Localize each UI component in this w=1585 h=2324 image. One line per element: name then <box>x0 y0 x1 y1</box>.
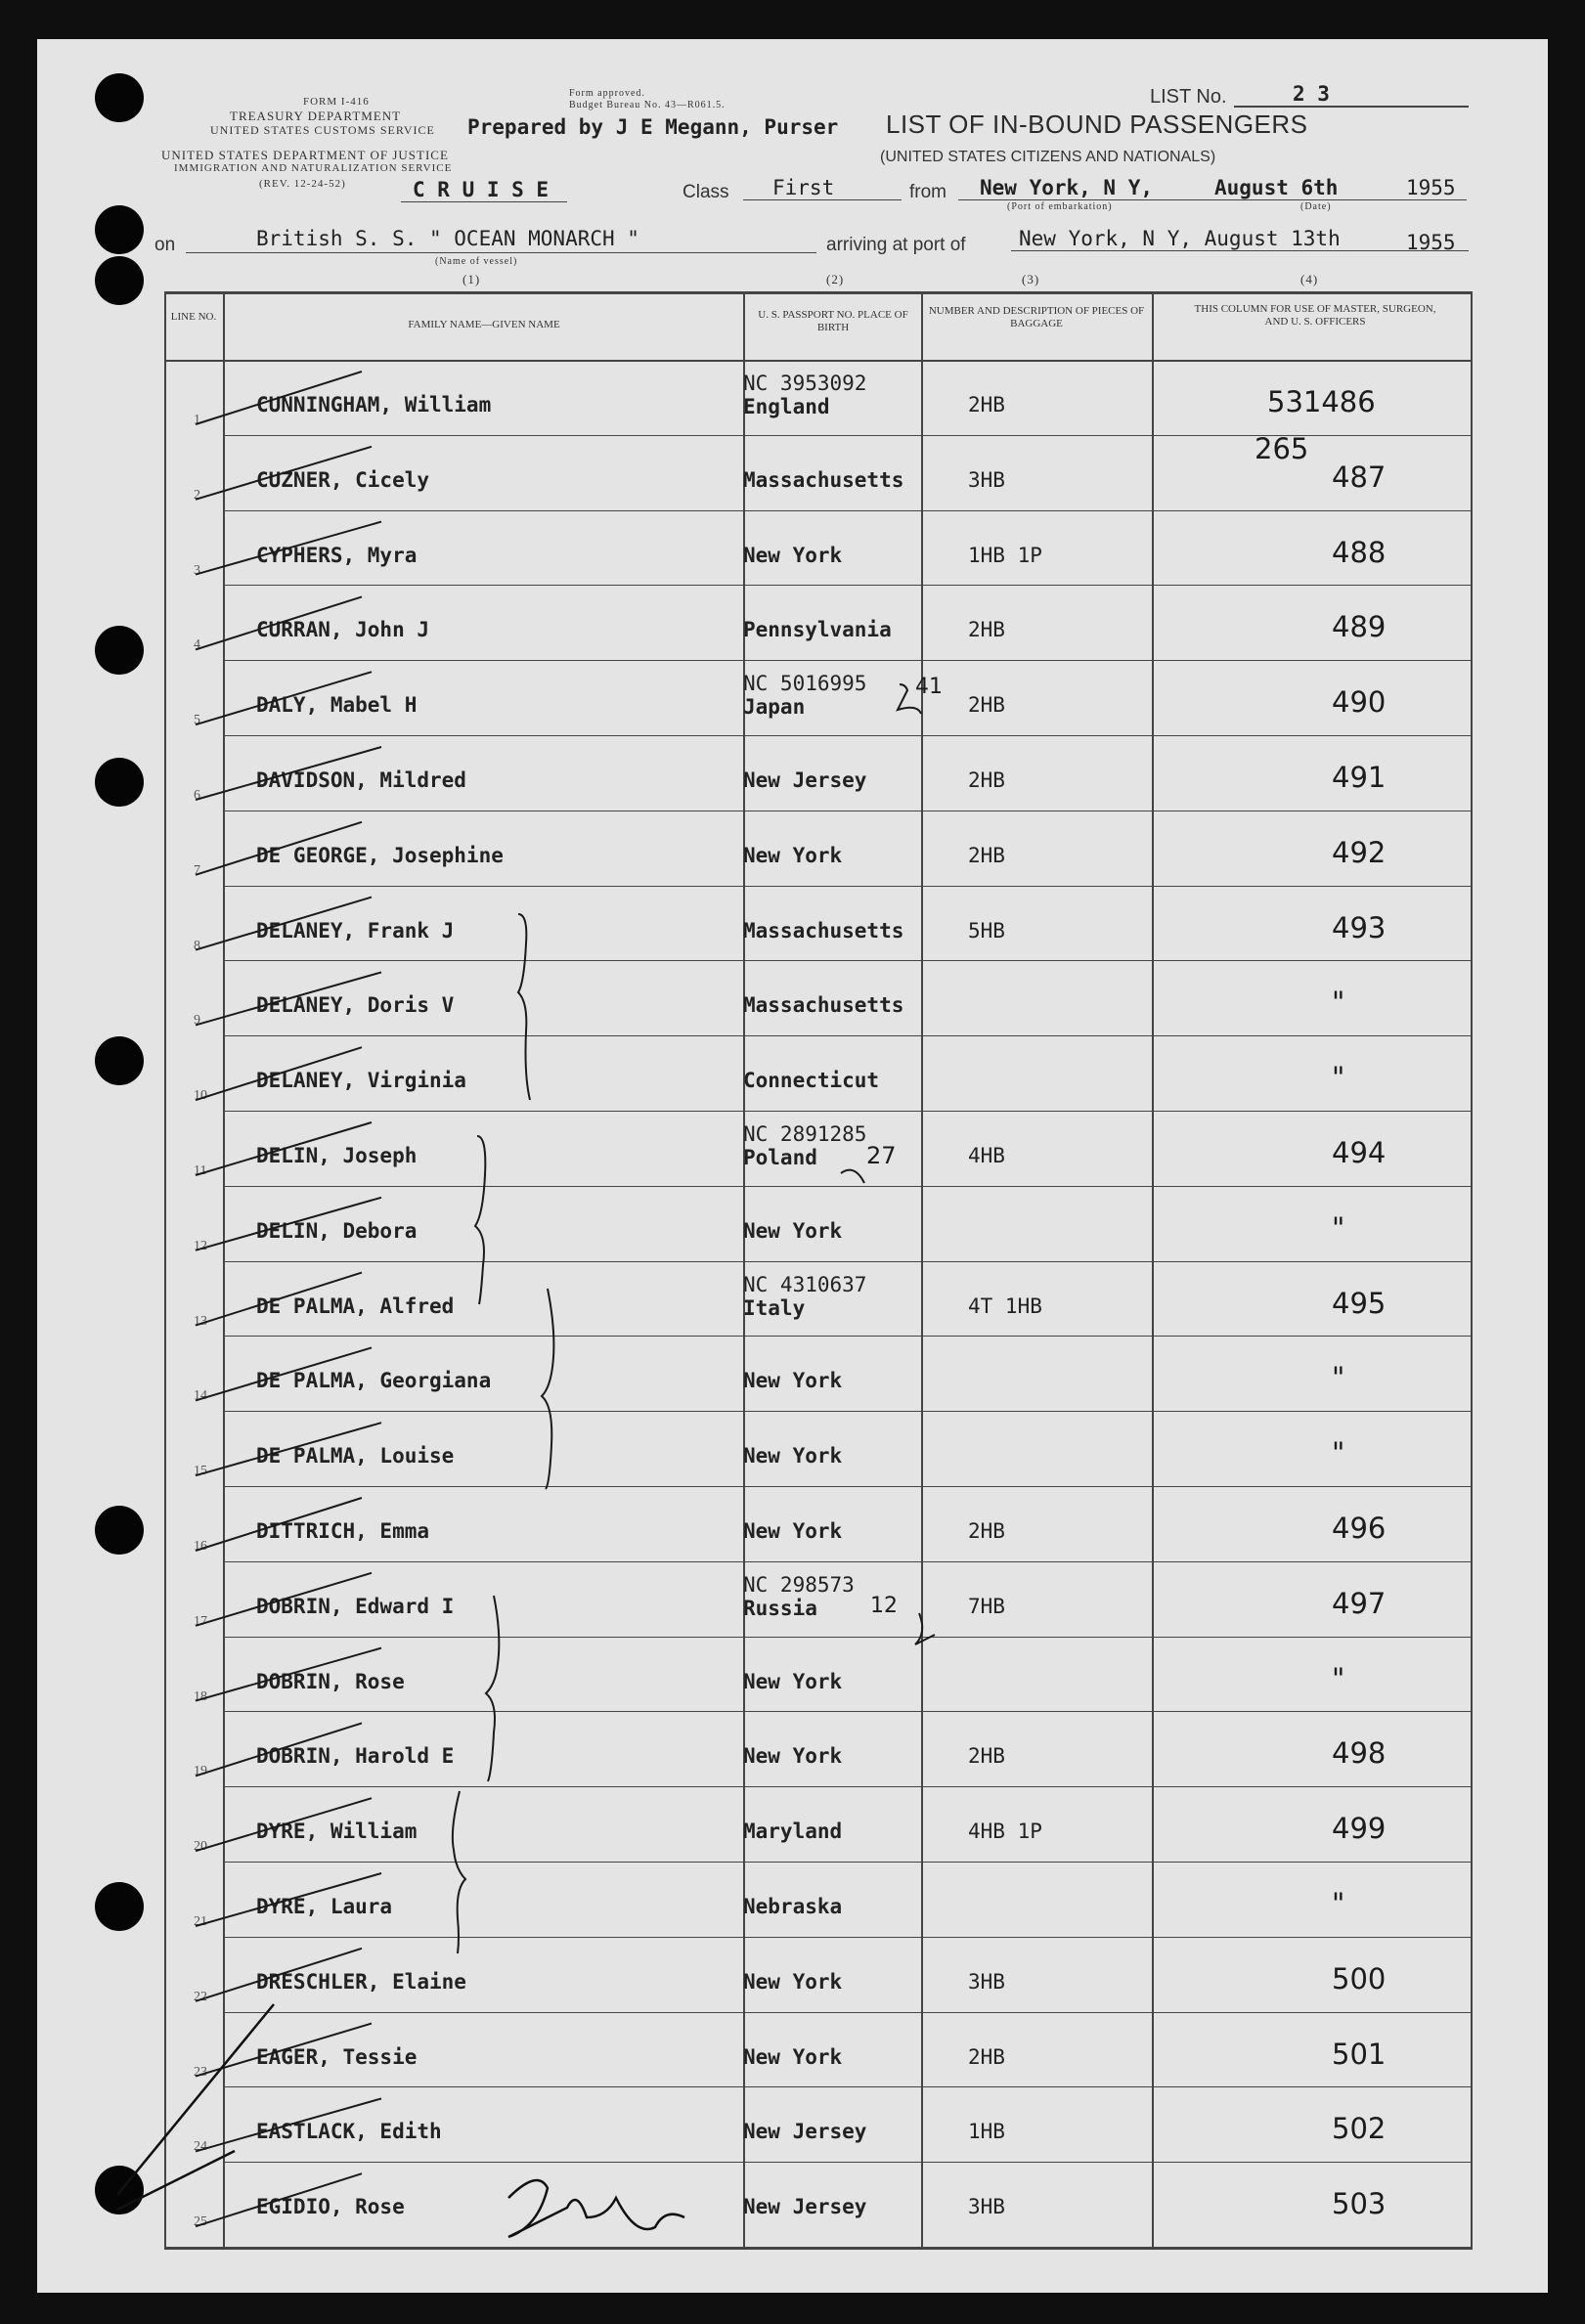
passenger-name: DYRE, William <box>256 1820 418 1844</box>
baggage: 2HB <box>968 1519 1005 1543</box>
officer-number: " <box>1332 1887 1345 1920</box>
handwritten-note-row17: 12 <box>870 1594 898 1618</box>
col-header-baggage: NUMBER AND DESCRIPTION OF PIECES OF BAGGAGE <box>928 305 1145 329</box>
check-slash <box>196 1423 381 1475</box>
place-of-birth: Massachusetts <box>743 467 904 492</box>
passenger-name: CYPHERS, Myra <box>256 543 418 567</box>
check-slash <box>196 1573 372 1626</box>
place-of-birth: New York <box>743 1969 843 1994</box>
baggage: 3HB <box>968 1969 1005 1994</box>
place-of-birth: Italy <box>743 1295 806 1320</box>
baggage: 3HB <box>968 2195 1005 2219</box>
place-of-birth: Maryland <box>743 1820 843 1844</box>
passenger-name: DOBRIN, Harold E <box>256 1744 455 1769</box>
place-of-birth: New Jersey <box>743 768 867 792</box>
passenger-name: DE GEORGE, Josephine <box>256 843 504 867</box>
place-of-birth: New York <box>743 2044 843 2069</box>
check-slash <box>196 1873 381 1926</box>
embark-caption: (Port of embarkation) <box>1007 201 1113 212</box>
row-line-number: 4 <box>194 637 200 653</box>
officer-number: 499 <box>1332 1812 1387 1846</box>
on-label: on <box>154 235 176 255</box>
place-of-birth: Massachusetts <box>743 918 904 943</box>
row-line-number: 5 <box>194 713 200 728</box>
place-of-birth: Poland <box>743 1146 817 1169</box>
place-of-birth: New York <box>743 1444 843 1469</box>
passenger-name: DELIN, Joseph <box>256 1144 418 1167</box>
brace-delin <box>475 1136 485 1304</box>
baggage: 2HB <box>968 768 1005 792</box>
check-slash <box>196 596 362 649</box>
list-no-label: LIST No. <box>1150 86 1227 108</box>
row-line-number: 22 <box>194 1989 207 2004</box>
brace-depalma <box>542 1289 553 1489</box>
officer-number: 495 <box>1332 1286 1387 1320</box>
baggage: 7HB <box>968 1594 1005 1618</box>
check-slash <box>196 1949 362 2001</box>
handwritten-note-row5: 41 <box>915 675 943 699</box>
arrival-year: 1955 <box>1406 231 1456 254</box>
check-slash <box>196 2173 362 2226</box>
row-line-number: 1 <box>194 413 200 427</box>
col-num-3: (3) <box>1022 272 1040 286</box>
row24-long-stroke <box>117 2151 235 2210</box>
officer-number: 501 <box>1332 2037 1387 2071</box>
passenger-name: DALY, Mabel H <box>256 693 418 718</box>
place-of-birth: England <box>743 395 830 418</box>
check-slash <box>196 1198 381 1250</box>
port-of-embarkation: New York, N Y, <box>980 176 1154 199</box>
departure-date: August 6th <box>1214 176 1339 199</box>
vessel-name: British S. S. " OCEAN MONARCH " <box>256 227 639 250</box>
passenger-name: EGIDIO, Rose <box>256 2195 405 2219</box>
officer-number: 503 <box>1332 2187 1387 2221</box>
check-slash <box>196 672 372 724</box>
row-line-number: 21 <box>194 1914 207 1929</box>
row-line-number: 18 <box>194 1688 207 1704</box>
officer-number: 493 <box>1332 910 1387 944</box>
officer-number: 531486 <box>1267 385 1376 418</box>
check-slash <box>196 1122 372 1175</box>
list-no: 2 3 <box>1293 82 1330 106</box>
brace-dyre <box>453 1791 465 1953</box>
passenger-name: DOBRIN, Rose <box>256 1669 405 1693</box>
officer-number: " <box>1332 986 1345 1020</box>
officer-number: 490 <box>1332 685 1387 720</box>
passenger-name: DRESCHLER, Elaine <box>256 1969 466 1994</box>
col-header-passport: U. S. PASSPORT NO. PLACE OF BIRTH <box>758 309 908 333</box>
passenger-name: DELIN, Debora <box>256 1218 418 1243</box>
form-number: FORM I-416 <box>303 96 370 108</box>
cruise-label: C R U I S E <box>413 178 550 201</box>
row-line-number: 24 <box>194 2139 207 2155</box>
row-line-number: 23 <box>194 2064 207 2080</box>
baggage: 2HB <box>968 393 1005 417</box>
passport-number: NC 5016995 <box>743 672 867 696</box>
check-slash <box>196 1047 362 1100</box>
baggage: 4HB <box>968 1144 1005 1167</box>
place-of-birth: New York <box>743 1218 843 1243</box>
row-line-number: 10 <box>194 1088 207 1104</box>
passenger-name: EASTLACK, Edith <box>256 2120 442 2144</box>
check-slash <box>196 747 381 800</box>
row-line-number: 19 <box>194 1764 207 1779</box>
passenger-name: DELANEY, Virginia <box>256 1069 466 1093</box>
row25-long-stroke <box>117 2004 274 2195</box>
baggage: 1HB 1P <box>968 543 1042 567</box>
treasury-department: TREASURY DEPARTMENT <box>230 109 402 123</box>
arrival-port-date: New York, N Y, August 13th <box>1019 227 1341 250</box>
place-of-birth: Japan <box>743 695 806 720</box>
check-slash <box>196 1273 362 1326</box>
row-line-number: 14 <box>194 1388 207 1404</box>
arriving-label: arriving at port of <box>826 235 966 255</box>
officer-number: " <box>1332 1661 1345 1695</box>
passenger-name: CUNNINGHAM, William <box>256 393 492 417</box>
col-num-4: (4) <box>1300 272 1319 286</box>
row-line-number: 20 <box>194 1839 207 1855</box>
place-of-birth: Nebraska <box>743 1895 843 1918</box>
col-num-2: (2) <box>826 272 845 286</box>
col-header-name: FAMILY NAME—GIVEN NAME <box>408 319 560 330</box>
form-approved: Form approved. <box>569 88 645 99</box>
place-of-birth: New York <box>743 843 843 867</box>
departure-year: 1955 <box>1406 176 1456 199</box>
passenger-name: DELANEY, Frank J <box>256 918 455 943</box>
passport-number: NC 298573 <box>743 1572 855 1597</box>
check-slash <box>196 972 381 1025</box>
check-slash <box>196 898 372 950</box>
brace-delaney <box>518 914 530 1100</box>
passenger-name: DE PALMA, Alfred <box>256 1294 455 1318</box>
officer-number: " <box>1332 1210 1345 1245</box>
signature-mark <box>508 2180 684 2237</box>
col-header-line: LINE NO. <box>170 311 217 323</box>
row-line-number: 16 <box>194 1539 207 1554</box>
baggage: 2HB <box>968 1744 1005 1769</box>
baggage: 4T 1HB <box>968 1294 1042 1318</box>
check-slash <box>196 447 372 500</box>
row-line-number: 15 <box>194 1464 207 1479</box>
ins-service: IMMIGRATION AND NATURALIZATION SERVICE <box>174 162 453 174</box>
passenger-name: EAGER, Tessie <box>256 2044 418 2069</box>
class-label: Class <box>682 182 729 202</box>
check-row5 <box>898 684 921 714</box>
row-line-number: 8 <box>194 938 200 953</box>
place-of-birth: New Jersey <box>743 2195 867 2219</box>
check-slash <box>196 372 362 424</box>
officer-number: 502 <box>1332 2112 1387 2146</box>
passenger-name: DE PALMA, Georgiana <box>256 1369 492 1393</box>
check-slash <box>196 1498 362 1551</box>
passenger-name: DYRE, Laura <box>256 1895 393 1918</box>
place-of-birth: New York <box>743 543 843 567</box>
check-slash <box>196 1798 372 1851</box>
check-row11 <box>841 1170 864 1183</box>
baggage: 4HB 1P <box>968 1820 1042 1844</box>
place-of-birth: Russia <box>743 1596 817 1620</box>
check-slash <box>196 522 381 575</box>
passenger-name: DE PALMA, Louise <box>256 1444 455 1469</box>
vessel-caption: (Name of vessel) <box>435 256 518 267</box>
place-of-birth: New York <box>743 1519 843 1543</box>
from-label: from <box>909 182 947 202</box>
row-line-number: 11 <box>194 1163 207 1178</box>
baggage: 3HB <box>968 467 1005 492</box>
justice-department: UNITED STATES DEPARTMENT OF JUSTICE <box>161 148 449 162</box>
budget-bureau: Budget Bureau No. 43—R061.5. <box>569 100 726 110</box>
passenger-name: DAVIDSON, Mildred <box>256 768 466 792</box>
class-value: First <box>772 176 835 199</box>
passenger-name: DITTRICH, Emma <box>256 1519 430 1543</box>
row-line-number: 3 <box>194 562 200 578</box>
row-line-number: 25 <box>194 2214 207 2230</box>
col-header-officers: THIS COLUMN FOR USE OF MASTER, SURGEON, AND U. S. OFFICERS <box>1194 303 1436 328</box>
baggage: 5HB <box>968 918 1005 943</box>
passenger-name: DELANEY, Doris V <box>256 993 455 1018</box>
row-line-number: 6 <box>194 788 200 803</box>
place-of-birth: Connecticut <box>743 1069 880 1093</box>
officer-number: 491 <box>1332 761 1387 794</box>
officer-number: 488 <box>1332 535 1387 569</box>
row-line-number: 7 <box>194 862 200 878</box>
passport-number: NC 4310637 <box>743 1272 867 1296</box>
form-title: LIST OF IN-BOUND PASSENGERS <box>886 110 1308 139</box>
form-revision: (REV. 12-24-52) <box>259 178 346 190</box>
passenger-name: CUZNER, Cicely <box>256 467 430 492</box>
officer-number: 497 <box>1332 1586 1387 1620</box>
date-caption: (Date) <box>1300 201 1332 212</box>
passport-number: NC 3953092 <box>743 372 867 395</box>
passenger-name: CURRAN, John J <box>256 618 430 642</box>
place-of-birth: New Jersey <box>743 2120 867 2144</box>
place-of-birth: New York <box>743 1369 843 1393</box>
baggage: 1HB <box>968 2120 1005 2144</box>
row-line-number: 13 <box>194 1313 207 1329</box>
handwritten-note-265: 265 <box>1255 432 1309 465</box>
prepared-by: Prepared by J E Megann, Purser <box>467 115 839 139</box>
baggage: 2HB <box>968 618 1005 642</box>
baggage: 2HB <box>968 843 1005 867</box>
passport-number: NC 2891285 <box>743 1122 867 1146</box>
row-line-number: 2 <box>194 487 200 503</box>
officer-number: 492 <box>1332 835 1387 869</box>
check-slash <box>196 2098 381 2151</box>
check-row17 <box>915 1613 935 1644</box>
officer-number: 500 <box>1332 1961 1387 1995</box>
customs-service: UNITED STATES CUSTOMS SERVICE <box>210 123 435 137</box>
officer-number: 494 <box>1332 1136 1387 1169</box>
place-of-birth: New York <box>743 1669 843 1693</box>
handwritten-note-row11: 27 <box>866 1142 897 1169</box>
place-of-birth: Massachusetts <box>743 993 904 1018</box>
baggage: 2HB <box>968 2044 1005 2069</box>
check-slash <box>196 1648 381 1701</box>
baggage: 2HB <box>968 693 1005 718</box>
check-slash <box>196 1723 362 1776</box>
place-of-birth: New York <box>743 1744 843 1769</box>
form-subtitle: (UNITED STATES CITIZENS AND NATIONALS) <box>880 149 1216 165</box>
brace-dobrin <box>486 1596 499 1781</box>
row-line-number: 9 <box>194 1013 200 1029</box>
row-line-number: 12 <box>194 1238 207 1253</box>
check-slash <box>196 822 362 875</box>
officer-number: " <box>1332 1361 1345 1395</box>
col-num-1: (1) <box>462 272 481 286</box>
officer-number: 487 <box>1332 460 1387 494</box>
passenger-name: DOBRIN, Edward I <box>256 1594 455 1618</box>
place-of-birth: Pennsylvania <box>743 618 892 642</box>
officer-number: " <box>1332 1061 1345 1095</box>
officer-number: 498 <box>1332 1736 1387 1771</box>
check-slash <box>196 1347 372 1400</box>
officer-number: 496 <box>1332 1512 1387 1545</box>
officer-number: " <box>1332 1436 1345 1470</box>
officer-number: 489 <box>1332 610 1387 644</box>
row-line-number: 17 <box>194 1613 207 1629</box>
